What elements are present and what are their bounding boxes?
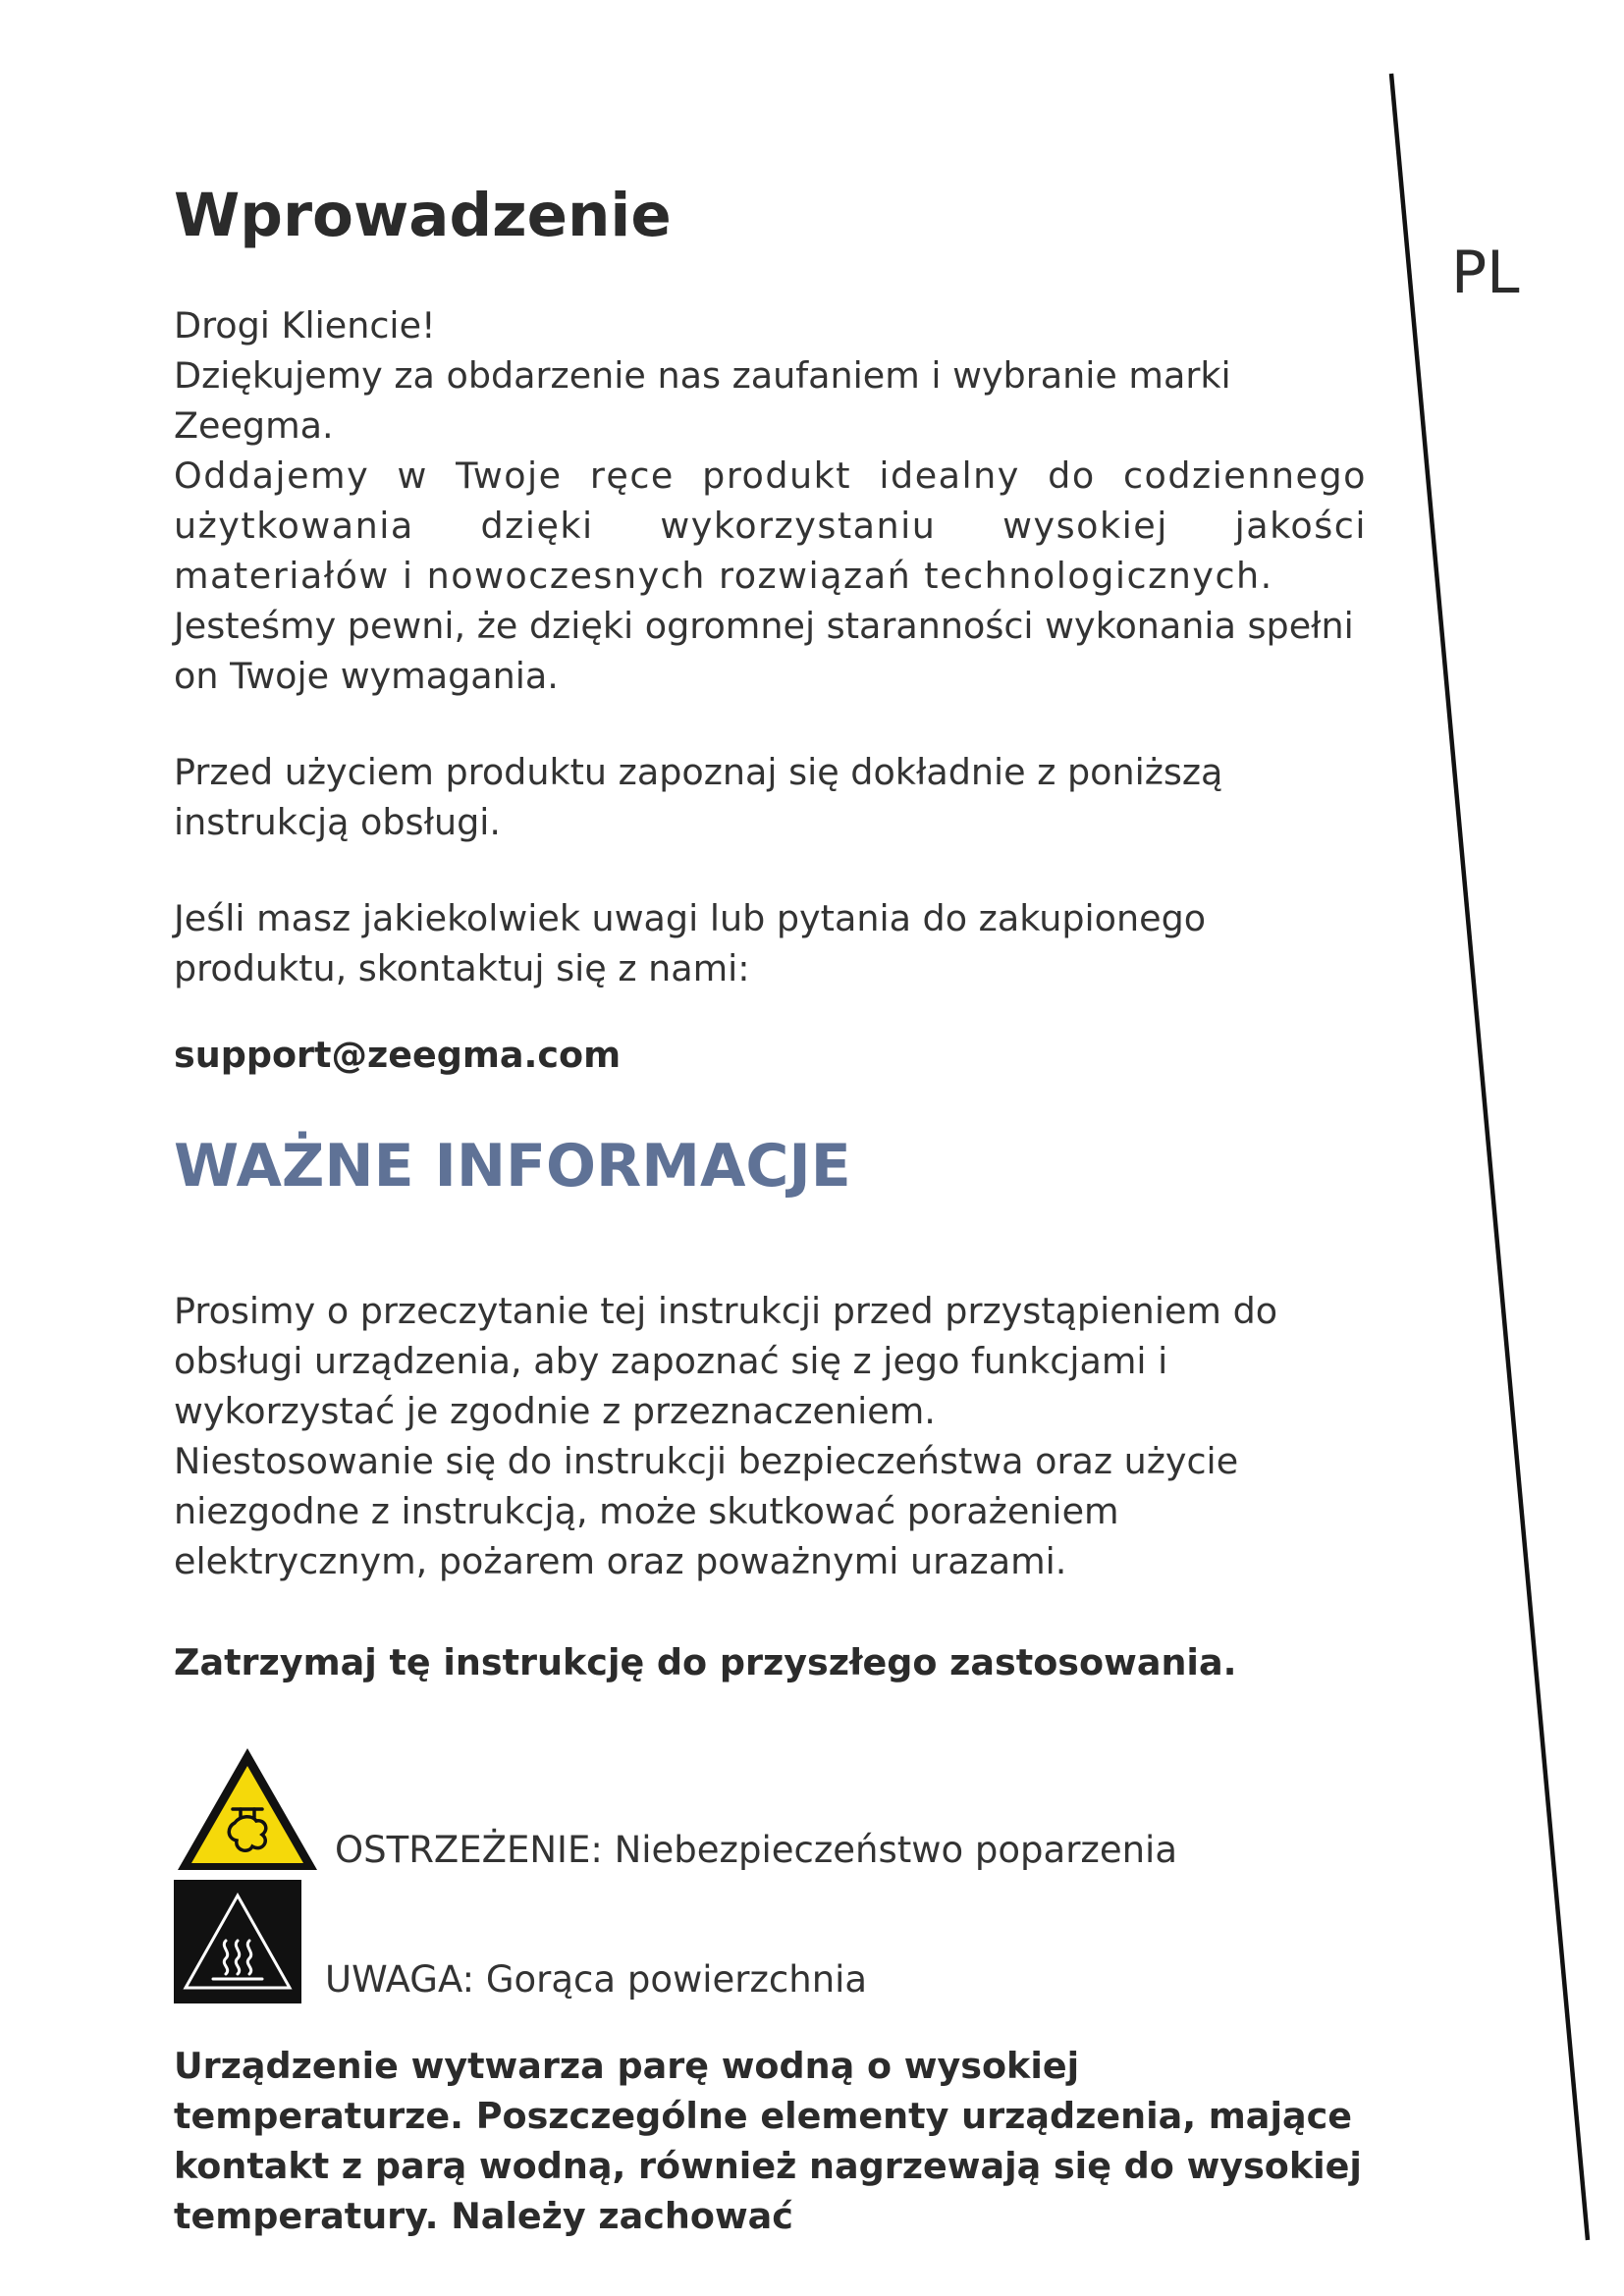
read-before-use: Przed użyciem produktu zapoznaj się dokładnie z poniższą instrukcją obsługi. <box>174 751 1223 844</box>
steam-burn-warning-icon <box>174 1744 321 1874</box>
manual-page-content <box>174 180 1367 2241</box>
hot-surface-text: UWAGA: Gorąca powierzchnia <box>325 1957 868 2001</box>
language-tag: PL <box>1451 239 1520 307</box>
product-paragraph: Oddajemy w Twoje ręce produkt idealny do codziennego użytkowania dzięki wykorzystaniu wysokiej jakości materiałów i nowoczesnych rozwiązań technologicznych. <box>174 454 1367 598</box>
support-email: support@zeegma.com <box>174 1033 622 1076</box>
steam-notice: Urządzenie wytwarza parę wodną o wysokiej temperaturze. Poszczególne elementy urządzenia, mające kontakt z parą wodną, również nagrzewają się do wysokiej temperatury. Należy zachować <box>174 2044 1362 2237</box>
important-heading: WAŻNE INFORMACJE <box>174 1131 851 1201</box>
symbol-row-burn-warning <box>174 1744 1367 1874</box>
safety-warning-paragraph: Niestosowanie się do instrukcji bezpieczeństwa oraz użycie niezgodne z instrukcją, może skutkować porażeniem elektrycznym, pożarem oraz poważnymi urazami. <box>174 1439 1239 1582</box>
intro-title: Wprowadzenie <box>174 181 672 250</box>
contact-prompt: Jeśli masz jakiekolwiek uwagi lub pytania do zakupionego produktu, skontaktuj się z nami: <box>174 897 1207 990</box>
read-request-paragraph: Prosimy o przeczytanie tej instrukcji przed przystąpieniem do obsługi urządzenia, aby zapoznać się z jego funkcjami i wykorzystać je zgodnie z przeznaczeniem. <box>174 1289 1278 1432</box>
symbol-row-hot-surface <box>174 1880 1367 2003</box>
keep-manual-note: Zatrzymaj tę instrukcję do przyszłego zastosowania. <box>174 1640 1237 1683</box>
confidence-paragraph: Jesteśmy pewni, że dzięki ogromnej staranności wykonania spełni on Twoje wymagania. <box>174 605 1354 698</box>
burn-warning-text: OSTRZEŻENIE: Niebezpieczeństwo poparzenia <box>335 1828 1177 1871</box>
hot-surface-icon <box>174 1880 301 2003</box>
greeting: Drogi Kliencie! <box>174 304 436 347</box>
thanks-paragraph: Dziękujemy za obdarzenie nas zaufaniem i wybranie marki Zeegma. <box>174 354 1231 448</box>
